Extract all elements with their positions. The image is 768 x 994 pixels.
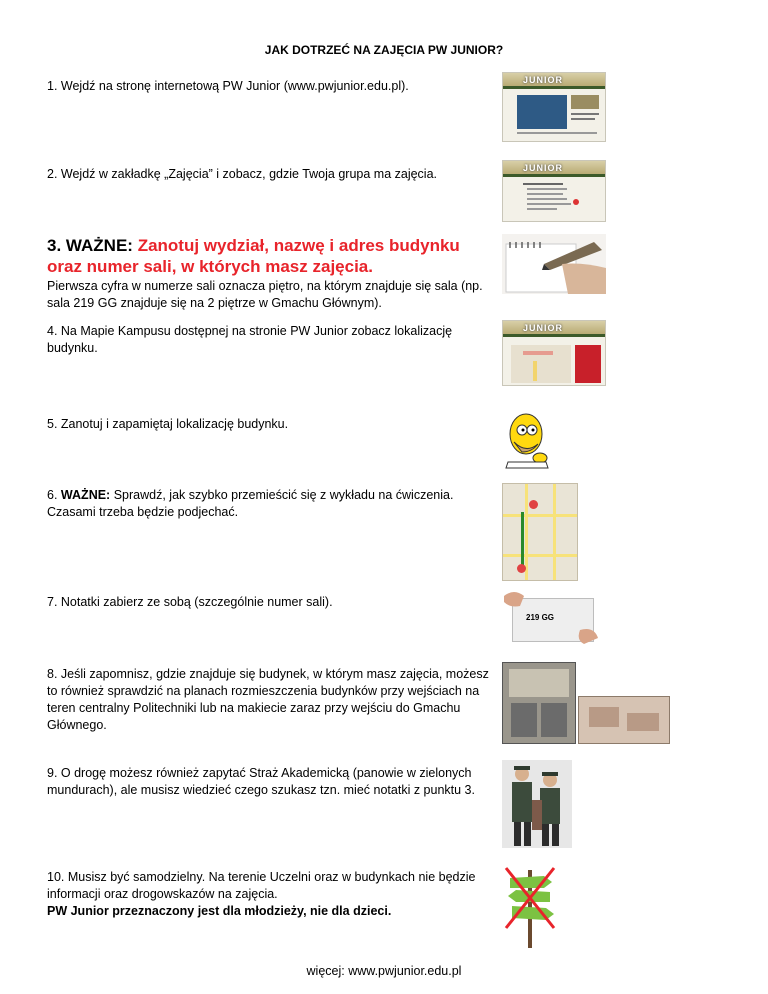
step-6-text: Sprawdź, jak szybko przemieścić się z wykładu na ćwiczenia. Czasami trzeba będzie podjechać. — [47, 488, 454, 519]
step-10-text: 10. Musisz być samodzielny. Na terenie Uczelni oraz w budynkach nie będzie informacji oraz drogowskazów na zajęcia. — [47, 870, 476, 901]
step-4: 4. Na Mapie Kampusu dostępnej na stronie PW Junior zobacz lokalizację budynku. — [47, 324, 453, 355]
pw-junior-logo: JUNIOR — [523, 323, 564, 333]
step-1: 1. Wejdź na stronę internetową PW Junior (www.pwjunior.edu.pl). — [47, 79, 409, 93]
thinking-character-image — [502, 410, 552, 470]
academic-guard-image — [502, 760, 572, 848]
footer-link[interactable]: więcej: www.pwjunior.edu.pl — [306, 964, 462, 978]
step-3-detail: Pierwsza cyfra w numerze sali oznacza piętro, na którym znajduje się sala (np. sala 219 GG znajduje się na 2 piętrze w Gmachu Głównym). — [47, 279, 483, 310]
note-card-image — [502, 590, 598, 644]
step-10 — [47, 869, 492, 920]
step-6-label: 6. — [47, 488, 58, 502]
pw-junior-logo: JUNIOR — [523, 75, 564, 85]
route-map-image — [502, 483, 578, 581]
zajecia-tab-thumbnail — [502, 160, 606, 222]
crossed-out-signpost-icon — [502, 862, 558, 948]
step-3-label: 3. WAŻNE: — [47, 236, 133, 255]
step-9: 9. O drogę możesz również zapytać Straż Akademicką (panowie w zielonych mundurach), ale musisz wiedzieć czego szukasz tzn. mieć notatki z punktu 3. — [47, 766, 475, 797]
step-2: 2. Wejdź w zakładkę „Zajęcia” i zobacz, gdzie Twoja grupa ma zajęcia. — [47, 167, 437, 181]
page-title: JAK DOTRZEĆ NA ZAJĘCIA PW JUNIOR? — [264, 43, 504, 57]
notepad-pencil-image — [502, 234, 606, 294]
campus-map-page-thumbnail — [502, 320, 606, 386]
note-card-text: 219 GG — [526, 613, 555, 622]
pw-junior-logo: JUNIOR — [523, 163, 564, 173]
website-homepage-thumbnail — [502, 72, 606, 142]
step-3-heading — [47, 235, 487, 277]
step-6-important: WAŻNE: — [60, 488, 111, 502]
step-8: 8. Jeśli zapomnisz, gdzie znajduje się budynek, w którym masz zajęcia, możesz to również sprawdzić na planach rozmieszczenia budynków przy wejściach na teren centralny Politechniki lub na makiecie zaraz przy wejściu do Gmachu Głównego. — [47, 667, 489, 732]
step-3-important: Zanotuj wydział, nazwę i adres budynku oraz numer sali, w których masz zajęcia. — [47, 236, 460, 276]
step-5: 5. Zanotuj i zapamiętaj lokalizację budynku. — [47, 417, 289, 431]
step-10-important: PW Junior przeznaczony jest dla młodzieży, nie dla dzieci. — [47, 904, 392, 918]
campus-plan-board-image — [502, 662, 576, 744]
step-7: 7. Notatki zabierz ze sobą (szczególnie numer sali). — [47, 595, 333, 609]
campus-model-image — [578, 696, 670, 744]
step-6 — [47, 487, 492, 521]
